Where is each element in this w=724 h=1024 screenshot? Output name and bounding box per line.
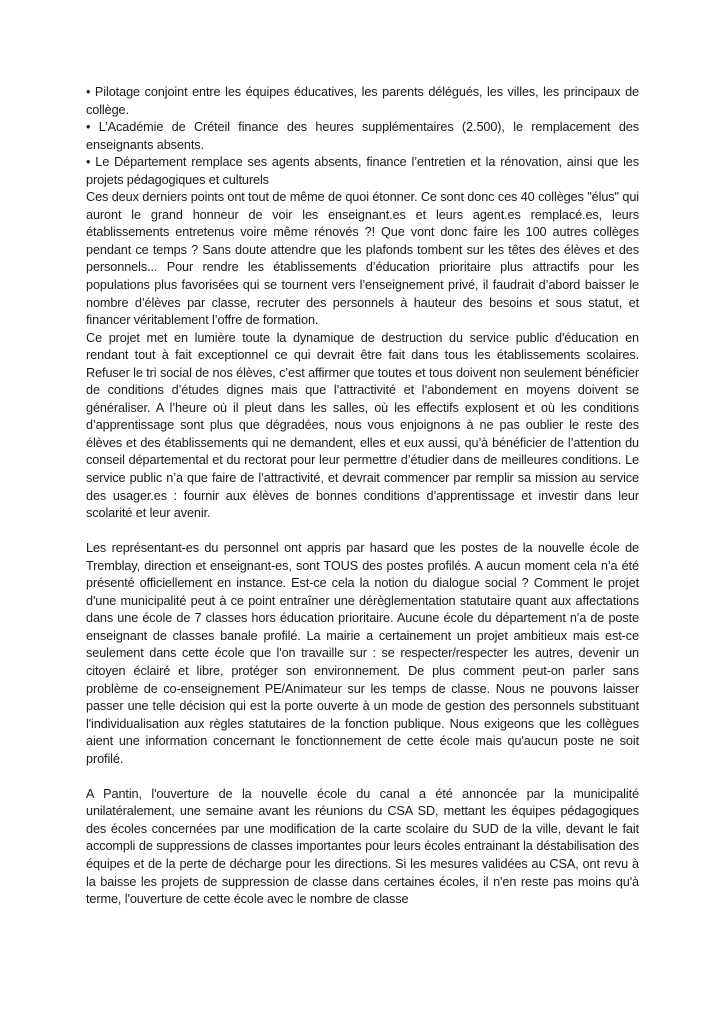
- bullet-item: • L’Académie de Créteil finance des heures supplémentaires (2.500), le remplacement des enseignants absents.: [86, 120, 639, 152]
- body-paragraph: Les représentant-es du personnel ont appris par hasard que les postes de la nouvelle école de Tremblay, direction et enseignant-es, sont TOUS des postes profilés. A aucun moment cela n’a été présenté officiellement en instance. Est-ce cela la notion du dialogue social ? Comment le projet d'une municipalité peut à ce point entraîner une dérèglementation statutaire quant aux affectations dans une école de 7 classes hors éducation prioritaire. Aucune école du département n'a de poste enseignant de classes banale profilé. La mairie a certainement un projet ambitieux mais est-ce seulement dans cette école que l'on travaille sur : se respecter/respecter les autres, devenir un citoyen éclairé et libre, protéger son environnement. De plus comment peut-on parler sans problème de co-enseignement PE/Animateur sur les temps de classe. Nous ne pouvons laisser passer une telle décision qui est la porte ouverte à un mode de gestion des personnels substituant l'individualisation aux règles statutaires de la fonction publique. Nous exigeons que les collègues aient une information concernant le fonctionnement de cette école mais qu'aucun poste ne soit profilé.: [86, 541, 639, 766]
- document-page: [86, 84, 639, 909]
- body-paragraph: Ce projet met en lumière toute la dynamique de destruction du service public d'éducation en rendant tout à fait exceptionnel ce qui devrait être fait dans tous les établissements scolaires. Refuser le tri social de nos élèves, c’est affirmer que toutes et tous doivent non seulement bénéficier de conditions d’études dignes mais que l’attractivité et l’abondement en moyens doivent se généraliser. A l’heure où il pleut dans les salles, où les effectifs explosent et où les conditions d’apprentissage sont plus que dégradées, nous vous enjoignons à ne pas oublier le reste des élèves et des établissements qui ne demandent, elles et eux aussi, qu’à bénéficier de l’attention du conseil départemental et du rectorat pour leur permettre d’étudier dans de meilleures conditions. Le service public n’a que faire de l’attractivité, et devrait commencer par remplir sa mission au service des usager.es : fournir aux élèves de bonnes conditions d’apprentissage et investir dans leur scolarité et leur avenir.: [86, 330, 639, 521]
- paragraph-spacer: [86, 523, 639, 541]
- bullet-item: • Pilotage conjoint entre les équipes éducatives, les parents délégués, les villes, les principaux de collège.: [86, 85, 639, 117]
- bullet-item: • Le Département remplace ses agents absents, finance l’entretien et la rénovation, ainsi que les projets pédagogiques et culturels: [86, 155, 639, 187]
- body-paragraph: A Pantin, l'ouverture de la nouvelle école du canal a été annoncée par la municipalité unilatéralement, une semaine avant les réunions du CSA SD, mettant les équipes pédagogiques des écoles concernées par une modification de la carte scolaire du SUD de la ville, devant le fait accompli de suppressions de classes importantes pour leurs écoles entrainant la déstabilisation des équipes et de la perte de décharge pour les directions. Si les mesures validées au CSA, ont revu à la baisse les projets de suppression de classe dans certaines écoles, il n'en reste pas moins qu'à terme, l'ouverture de cette école avec le nombre de classe: [86, 786, 639, 907]
- paragraph-spacer: [86, 768, 639, 786]
- body-paragraph: Ces deux derniers points ont tout de même de quoi étonner. Ce sont donc ces 40 collèges "élus" qui auront le grand honneur de voir les enseignant.es et leurs agent.es remplacé.es, leurs établissements entretenus voire même rénovés ?! Que vont donc faire les 100 autres collèges pendant ce temps ? Sans doute attendre que les plafonds tombent sur les têtes des élèves et des personnels... Pour rendre les établissements d’éducation prioritaire plus attractifs pour les populations plus favorisées qui se tournent vers l’enseignement privé, il faudrait d’abord baisser le nombre d’élèves par classe, recruter des personnels à hauteur des besoins et sous statut, et financer véritablement l’offre de formation.: [86, 190, 639, 328]
